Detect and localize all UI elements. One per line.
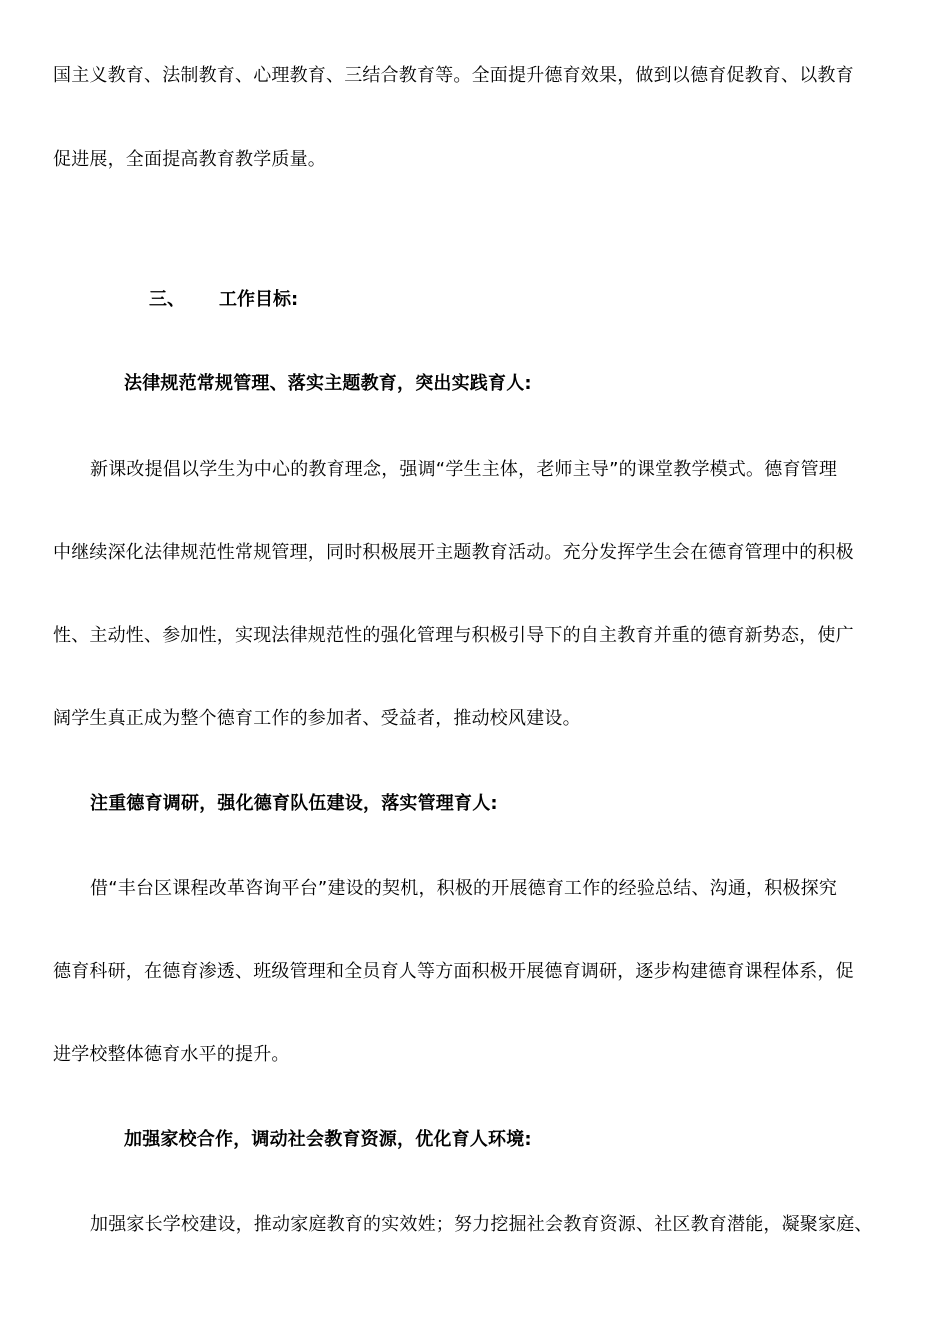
paragraph-line: 促进展，全面提高教育教学质量。 <box>53 149 326 170</box>
subsection-heading: 法律规范常规管理、落实主题教育，突出实践育人: <box>124 373 532 394</box>
paragraph-line: 中继续深化法律规范性常规管理，同时积极展开主题教育活动。充分发挥学生会在德育管理中的积极 <box>53 542 854 563</box>
paragraph-line: 性、主动性、参加性，实现法律规范性的强化管理与积极引导下的自主教育并重的德育新势态，使广 <box>53 625 854 646</box>
subsection-heading: 加强家校合作，调动社会教育资源，优化育人环境: <box>124 1129 532 1150</box>
section-title: 工作目标: <box>219 289 299 310</box>
paragraph-line: 阔学生真正成为整个德育工作的参加者、受益者，推动校风建设。 <box>53 708 581 729</box>
section-number: 三、 <box>149 289 185 310</box>
paragraph-line: 国主义教育、法制教育、心理教育、三结合教育等。全面提升德育效果，做到以德育促教育、以教育 <box>53 65 854 86</box>
subsection-heading: 注重德育调研，强化德育队伍建设，落实管理育人: <box>90 793 498 814</box>
paragraph-line: 加强家长学校建设，推动家庭教育的实效姓；努力挖掘社会教育资源、社区教育潜能，凝聚家庭、 <box>90 1214 873 1235</box>
paragraph-line: 新课改提倡以学生为中心的教育理念，强调“学生主体，老师主导”的课堂教学模式。德育管理 <box>90 459 838 480</box>
paragraph-line: 德育科研，在德育渗透、班级管理和全员育人等方面积极开展德育调研，逐步构建德育课程体系，促 <box>53 961 854 982</box>
paragraph-line: 进学校整体德育水平的提升。 <box>53 1044 290 1065</box>
paragraph-line: 借“丰台区课程改革咨询平台”建设的契机，积极的开展德育工作的经验总结、沟通，积极探究 <box>90 878 838 899</box>
